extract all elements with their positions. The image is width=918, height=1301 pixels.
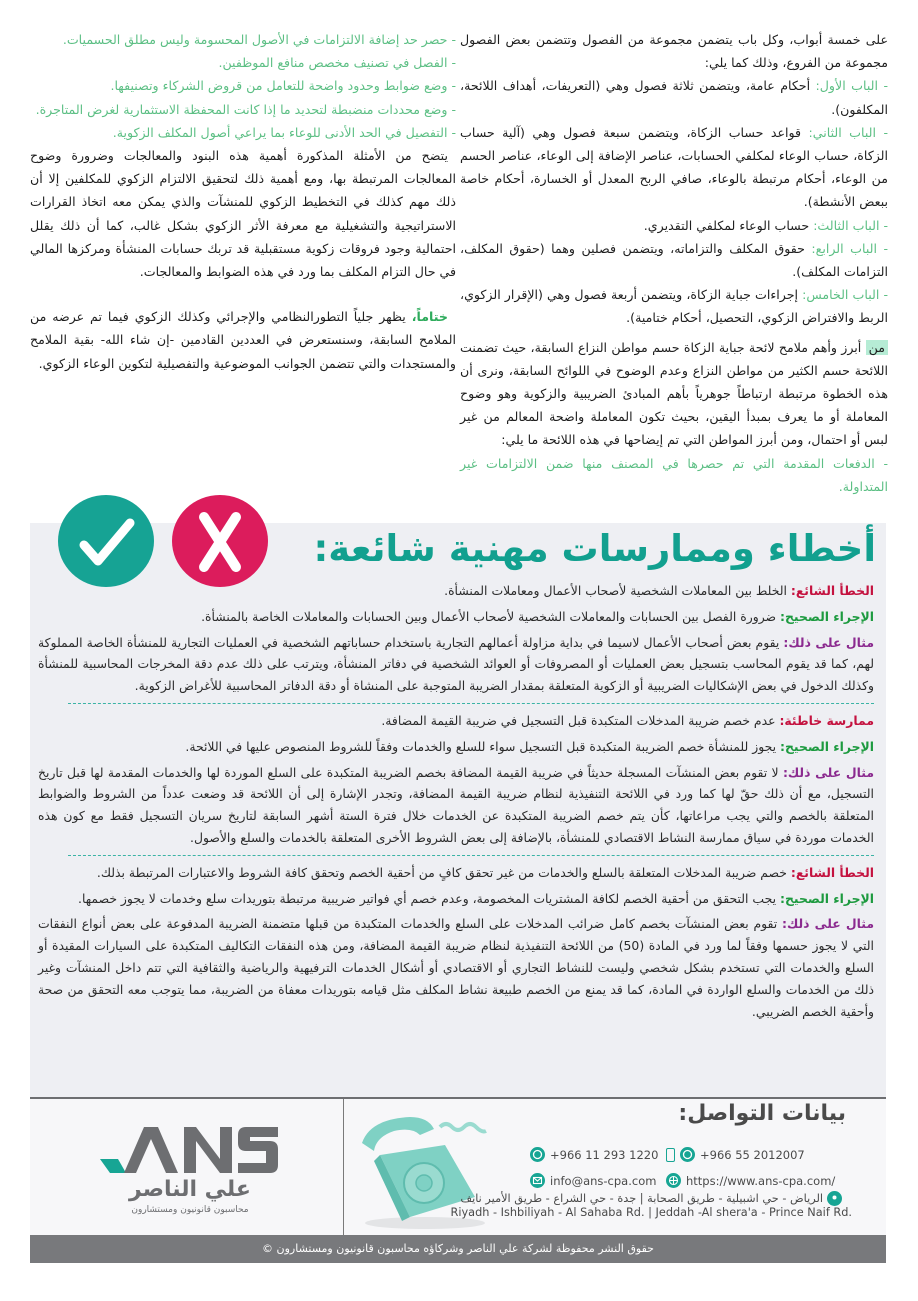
dashed-divider	[68, 703, 874, 704]
chapter-item: - الباب الثالث: حساب الوعاء لمكلفي التقديري.	[643, 217, 888, 233]
wrong-practice: الخطأ الشائع: خصم ضريبة المدخلات المتعلقة بالسلع والخدمات من غير تحقق كافٍ من أحقية الخصم وتحقق كافة الشروط والاعتبارات المرتبطة بذلك.	[96, 864, 874, 880]
check-badge-icon	[58, 495, 154, 587]
globe-icon	[666, 1173, 681, 1188]
email-link[interactable]: info@ans-cpa.com	[530, 1173, 656, 1188]
example: مثال على ذلك: تقوم بعض المنشآت بخصم كامل ضرائب المدخلات على السلع والخدمات المتكبدة من قبلها متضمنة الضريبة المدفوعة على بعض أنواع النفقات التي لا يجوز حسمها وفقاً لما ورد في المادة (50) من اللائحة التنفيذية لنظام ضريبة القيمة المضافة، ومن هذه النفقات التكاليف المتكبدة على السيارات المقيدة أو السلع والخدمات التي تستخدم بشكل شخصي وليست للنشاط التجاري أو الاقتصادي أو أشكال الخدمات الترفيهية والرياضية والثقافية التي تتم داخل المنشآت وغير ذلك من الخدمات والسلع الواردة في المادة، كما قد يمنع من الخصم طبيعة نشاط المكلف مثل قيامه بتوريدات معفاة من الضريبة، مما يتوجب معه التحقق من صحة وأحقية الخصم الضريبي.	[38, 916, 874, 1019]
mistakes-list	[38, 580, 874, 1026]
ans-logo	[100, 1121, 280, 1221]
contact-title: بيانات التواصل:	[678, 1101, 846, 1126]
logo-tagline: محاسبون قانونيون ومستشارون	[131, 1205, 249, 1215]
mobile-phone[interactable]: +966 55 2012007	[666, 1147, 805, 1162]
green-list-item: - وضع ضوابط وحدود واضحة للتعامل من قروض الشركاء وتصنيفها.	[110, 78, 456, 94]
correct-practice: الإجراء الصحيح: يجب التحقق من أحقية الخصم لكافة المشتريات المخصومة، وعدم خصم أي فواتير ضريبية مرتبطة بتوريدات سلع وخدمات لا يجوز خصمها.	[78, 890, 874, 906]
article-left-column	[30, 28, 456, 375]
intro-paragraph: على خمسة أبواب، وكل باب يتضمن مجموعة من الفصول وتتضمن بعض الفصول مجموعة من الفروع، وذلك كما يلي:	[460, 32, 888, 71]
green-list-item: - حصر حد إضافة الالتزامات في الأصول المحسومة وليس مطلق الحسميات.	[62, 32, 456, 47]
green-list-item: - الفصل في تصنيف مخصص منافع الموظفين.	[218, 55, 456, 71]
dashed-divider	[68, 855, 874, 856]
wrong-practice: ممارسة خاطئة: عدم خصم ضريبة المدخلات المتكبدة قبل التسجيل في ضريبة القيمة المضافة.	[381, 712, 874, 728]
address-arabic: الرياض - حي اشبيلية - طريق الصحابة | جدة - حي الشراع - طريق الأمير نايف	[460, 1191, 824, 1205]
green-list-item: - وضع محددات منضبطة لتحديد ما إذا كانت المحفظة الاستثمارية لغرض المتاجرة.	[35, 101, 456, 117]
location-pin-icon	[827, 1191, 842, 1206]
whatsapp-icon	[530, 1147, 545, 1162]
chapter-item: - الباب الأول: أحكام عامة، ويتضمن ثلاثة فصول وهي (التعريفات، أهداف اللائحة، المكلفون).	[460, 78, 888, 117]
website-link[interactable]: https://www.ans-cpa.com/	[666, 1173, 835, 1188]
green-list-item: - الدفعات المقدمة التي تم حصرها في المصنف منها ضمن الالتزامات غير المتداولة.	[460, 455, 888, 494]
example: مثال على ذلك: يقوم بعض أصحاب الأعمال لاسيما في بداية مزاولة أعمالهم التجارية باستخدام حساباتهم الشخصية في العمليات التجارية للمنشأة الخاصة المملوكة لهم، كما قد يقوم المحاسب بتسجيل بعض العمليات أو المصروفات أو العوائد الشخصية في دفاتر المنشأة، ويترتب على ذلك عدم دقة المخرجات المحاسبية للمنشأة وكذلك الدخول في بعض الإشكاليات الضريبية أو الزكوية المتعلقة بمقدار الضريبة المتوجبة على المنشاة أو دقة الدفاتر المحاسبية للأغراض الزكوية.	[38, 634, 874, 694]
section-title: أخطاء وممارسات مهنية شائعة:	[313, 527, 876, 570]
green-list-item: - التفصيل في الحد الأدنى للوعاء بما يراعي أصول المكلف الزكوية.	[112, 124, 456, 140]
vertical-divider	[343, 1099, 344, 1236]
logo-name: علي الناصر	[129, 1177, 251, 1202]
cross-badge-icon	[172, 495, 268, 587]
address	[450, 1191, 852, 1220]
mistake-group	[38, 710, 874, 849]
email-icon	[530, 1173, 545, 1188]
mistake-group	[38, 862, 874, 1023]
example: مثال على ذلك: لا تقوم بعض المنشآت المسجلة حديثاً في ضريبة القيمة المضافة بخصم الضريبة المتكبدة على السلع الموردة لها والخدمات المقدمة لها قبل تاريخ التسجيل، مع أن ذلك حقّ لها كما ورد في اللائحة التنفيذية لنظام ضريبة القيمة المضافة، وتجدر الإشارة إلى أن اللائحة قد وضعت عدداً من الشروط والضوابط المتعلقة بالخصم والتي يجب مراعاتها، كأن يتم خصم الضريبة المتكبدة عن الخدمات خلال فترة الستة أشهر السابقة لتاريخ سريان التسجيل فقط مع كون هذه الخدمات موردة في سياق ممارسة النشاط الاقتصادي للمنشأة، بالإضافة إلى بعض الشروط الأخرى المتعلقة بالخدمات والسلع والأصول.	[38, 764, 875, 845]
contact-block	[30, 1097, 886, 1236]
copyright-footer: حقوق النشر محفوظة لشركة علي الناصر وشركاؤه محاسبون قانونيون ومستشارون ©	[30, 1235, 886, 1263]
whatsapp-icon	[680, 1147, 695, 1162]
highlights-paragraph: من أبرز وأهم ملامح لائحة جباية الزكاة حسم مواطن النزاع السابقة، حيث تضمنت اللائحة حسم الكثير من مواطن النزاع وعدم الوضوح في اللوائح السابقة، ونرى أن هذه الخطوة مرتبطة ارتباطاً جوهرياً بأهم المبادئ الضريبية والزكوية وهو وضوح المعاملة أو ما يعرف بمبدأ اليقين، بحيث تكون المعاملة واضحة المعالم من غير لبس أو احتمال، ومن أبرز المواطن التي تم إيضاحها في هذه اللائحة ما يلي:	[460, 339, 888, 448]
correct-practice: الإجراء الصحيح: ضرورة الفصل بين الحسابات والمعاملات الشخصية لأصحاب الأعمال وبين الحسابات والمعاملات الخاصة بالمنشأة.	[201, 608, 874, 624]
chapter-item: - الباب الخامس: إجراءات جباية الزكاة، ويتضمن أربعة فصول وهي (الإقرار الزكوي، الربط والافتراض الزكوي، التحصيل، أحكام ختامية).	[460, 287, 888, 326]
wrong-practice: الخطأ الشائع: الخلط بين المعاملات الشخصية لأصحاب الأعمال ومعاملات المنشأة.	[444, 583, 874, 598]
closing-paragraph: ختاماً، يظهر جلياً التطورالنظامي والإجرائي وكذلك الزكوي فيما تم عرضه من الملامح السابقة، وسنستعرض في العددين القادمين -إن شاء الله- بقية الملامح والمستجدات والتي تتضمن الجوانب الموضوعية والتفصيلية لتكوين الوعاء الزكوي.	[30, 309, 456, 371]
article-right-column	[460, 28, 888, 498]
landline-phone[interactable]: +966 11 293 1220	[530, 1147, 658, 1162]
conclusion-paragraph: يتضح من الأمثلة المذكورة أهمية هذه البنود والمعالجات وضرورة وضوح المعالجات المرتبطة بها، ومع أهمية ذلك لتحقيق الالتزام الزكوي للمكلفين إلا أن ذلك مهم كذلك في التخطيط الزكوي للمنشآت والذي يمكن معه اتخاذ القرارات الاستراتيجية والتشغيلية مع معرفة الأثر الزكوي بشكل غالب، كما أن ذلك يقلل احتمالية وجود فروقات زكوية مستقبلية قد تربك حسابات المنشأة ومركزها المالي في حال التزام المكلف بما ورد في هذه الضوابط والمعالجات.	[30, 148, 456, 280]
chapter-item: - الباب الثاني: قواعد حساب الزكاة، ويتضمن سبعة فصول وهي (آلية حساب الزكاة، حساب الوعاء لمكلفي الحسابات، عناصر الإضافة إلى الوعاء، عناصر الحسم من الوعاء، أحكام مرتبطة بالوعاء، صافي الربح المعدل أو الخسارة، أحكام خاصة ببعض الأنشطة).	[460, 124, 888, 210]
correct-practice: الإجراء الصحيح: يجوز للمنشأة خصم الضريبة المتكبدة قبل التسجيل سواء للسلع والخدمات وفقاً للشروط المنصوص عليها في اللائحة.	[185, 738, 874, 754]
mistake-group	[38, 580, 874, 697]
chapter-item: - الباب الرابع: حقوق المكلف والتزاماته، ويتضمن فصلين وهما (حقوق المكلف، التزامات المكلف).	[460, 240, 888, 280]
highlighted-word: من	[866, 340, 888, 355]
address-english: Riyadh - Ishbiliyah - Al Sahaba Rd. | Jeddah -Al shera'a - Prince Naif Rd.	[450, 1206, 852, 1219]
mobile-phone-icon	[666, 1148, 675, 1162]
